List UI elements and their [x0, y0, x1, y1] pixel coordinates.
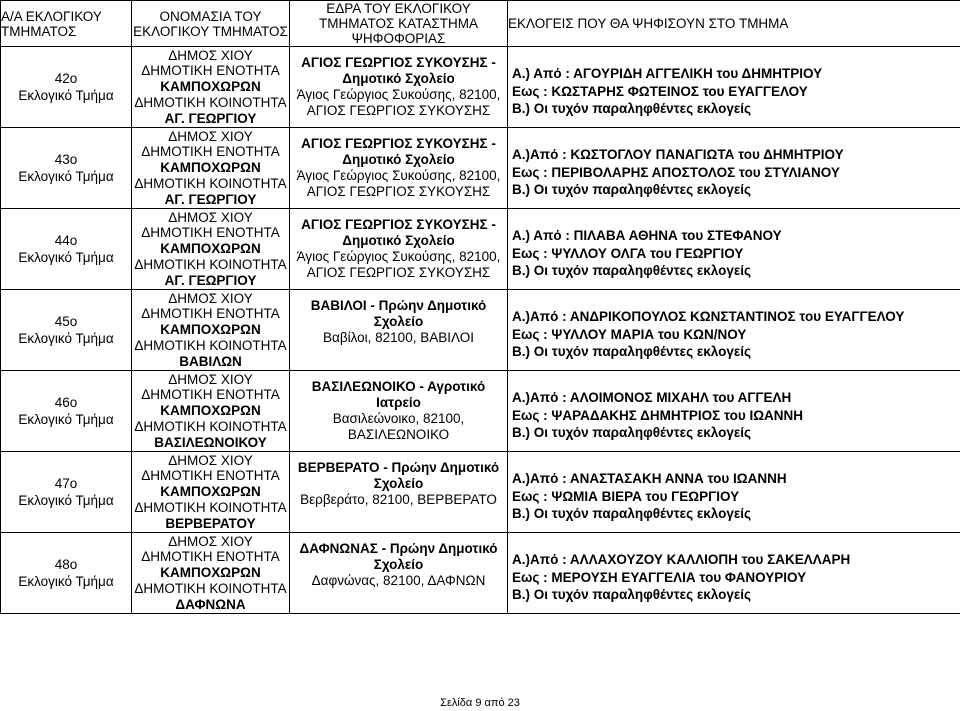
section-name-line: ΚΑΜΠΟΧΩΡΩΝ [160, 241, 261, 257]
voters-cell [508, 128, 960, 209]
section-name-line: ΒΕΡΒΕΡΑΤΟΥ [165, 515, 256, 531]
section-name-line: ΒΑΒΙΛΩΝ [179, 353, 242, 369]
section-label: Εκλογικό Τμήμα [18, 412, 114, 427]
venue-address-line: Βασιλεώνοικο, 82100, [332, 411, 465, 426]
voters-line: Β.) Οι τυχόν παραληφθέντες εκλογείς [512, 425, 752, 440]
venue-title-line: Δημοτικό Σχολείο [342, 152, 455, 167]
polling-venue-cell [290, 371, 508, 452]
voters-line: Α.)Από : ΑΛΛΑΧΟΥΖΟΥ ΚΑΛΛΙΟΠΗ του ΣΑΚΕΛΛΑΡΗ [512, 552, 851, 567]
section-name-line: ΚΑΜΠΟΧΩΡΩΝ [160, 160, 261, 176]
section-name-line: ΔΗΜΟΤΙΚΗ ΕΝΟΤΗΤΑ [141, 549, 280, 565]
voters-line: Β.) Οι τυχόν παραληφθέντες εκλογείς [512, 263, 752, 278]
venue-address-line: ΑΓΙΟΣ ΓΕΩΡΓΙΟΣ ΣΥΚΟΥΣΗΣ [306, 103, 491, 118]
venue-address-line: Άγιος Γεώργιος Συκούσης, 82100, [296, 249, 501, 264]
voters-line: Β.) Οι τυχόν παραληφθέντες εκλογείς [512, 506, 752, 521]
section-name-cell [132, 371, 290, 452]
section-name-line: ΔΗΜΟΤΙΚΗ ΚΟΙΝΟΤΗΤΑ [134, 580, 287, 596]
section-name-line: ΔΗΜΟΤΙΚΗ ΕΝΟΤΗΤΑ [141, 225, 280, 241]
section-name-line: ΒΑΣΙΛΕΩΝΟΙΚΟΥ [154, 434, 267, 450]
voters-line: Α.) Από : ΠΙΛΑΒΑ ΑΘΗΝΑ του ΣΤΕΦΑΝΟΥ [512, 228, 782, 243]
venue-title-line: Σχολείο [373, 476, 424, 491]
header-section-name: ΟΝΟΜΑΣΙΑ ΤΟΥ ΕΚΛΟΓΙΚΟΥ ΤΜΗΜΑΤΟΣ [132, 1, 290, 47]
polling-venue-cell [290, 452, 508, 533]
table-row [1, 533, 960, 614]
voters-line: Εως : ΚΩΣΤΑΡΗΣ ΦΩΤΕΙΝΟΣ του ΕΥΑΓΓΕΛΟΥ [512, 83, 808, 99]
venue-title-line: ΔΑΦΝΩΝΑΣ - Πρώην Δημοτικό [299, 541, 498, 556]
section-name-cell [132, 47, 290, 128]
section-number: 47ο [54, 476, 78, 491]
section-name-cell [132, 209, 290, 290]
venue-address-line: Δαφνώνας, 82100, ΔΑΦΝΩΝ [311, 573, 486, 588]
section-name-line: ΔΗΜΟΣ ΧΙΟΥ [168, 371, 253, 387]
voters-cell [508, 290, 960, 371]
section-name-line: ΔΗΜΟΣ ΧΙΟΥ [168, 128, 253, 144]
polling-venue-cell [290, 290, 508, 371]
section-name-line: ΔΗΜΟΤΙΚΗ ΚΟΙΝΟΤΗΤΑ [134, 499, 287, 515]
venue-title-line: Σχολείο [373, 314, 424, 329]
section-name-cell [132, 128, 290, 209]
section-name-line: ΚΑΜΠΟΧΩΡΩΝ [160, 565, 261, 581]
section-number-cell [1, 533, 132, 614]
section-name-line: ΑΓ. ΓΕΩΡΓΙΟΥ [164, 272, 257, 288]
section-number-cell [1, 371, 132, 452]
voters-line: Εως : ΠΕΡΙΒΟΛΑΡΗΣ ΑΠΟΣΤΟΛΟΣ του ΣΤΥΛΙΑΝΟΥ [512, 164, 840, 180]
section-name-line: ΔΗΜΟΤΙΚΗ ΚΟΙΝΟΤΗΤΑ [134, 418, 287, 434]
venue-address-line: Βερβεράτο, 82100, ΒΕΡΒΕΡΑΤΟ [300, 492, 497, 507]
section-name-line: ΔΗΜΟΤΙΚΗ ΚΟΙΝΟΤΗΤΑ [134, 175, 287, 191]
section-label: Εκλογικό Τμήμα [18, 493, 114, 508]
voters-line: Α.)Από : ΑΛΟΙΜΟΝΟΣ ΜΙΧΑΗΛ του ΑΓΓΕΛΗ [512, 390, 792, 405]
polling-venue-cell [290, 533, 508, 614]
section-name-line: ΔΗΜΟΣ ΧΙΟΥ [168, 47, 253, 63]
section-number-cell [1, 128, 132, 209]
venue-title-line: Δημοτικό Σχολείο [342, 71, 455, 86]
venue-address-line: Άγιος Γεώργιος Συκούσης, 82100, [296, 87, 501, 102]
venue-title-line: ΑΓΙΟΣ ΓΕΩΡΓΙΟΣ ΣΥΚΟΥΣΗΣ - [301, 55, 496, 70]
section-name-line: ΚΑΜΠΟΧΩΡΩΝ [160, 322, 261, 338]
voters-line: Α.)Από : ΑΝΑΣΤΑΣΑΚΗ ΑΝΝΑ του ΙΩΑΝΝΗ [512, 471, 787, 486]
section-name-line: ΚΑΜΠΟΧΩΡΩΝ [160, 484, 261, 500]
section-name-cell [132, 533, 290, 614]
table-row [1, 452, 960, 533]
voters-cell [508, 47, 960, 128]
venue-address-line: Βαβίλοι, 82100, ΒΑΒΙΛΟΙ [323, 330, 474, 345]
voters-cell [508, 371, 960, 452]
venue-address-line: ΑΓΙΟΣ ΓΕΩΡΓΙΟΣ ΣΥΚΟΥΣΗΣ [306, 265, 491, 280]
section-name-line: ΔΗΜΟΤΙΚΗ ΚΟΙΝΟΤΗΤΑ [134, 94, 287, 110]
header-section-number: Α/Α ΕΚΛΟΓΙΚΟΥ ΤΜΗΜΑΤΟΣ [1, 1, 132, 47]
venue-address-line: ΑΓΙΟΣ ΓΕΩΡΓΙΟΣ ΣΥΚΟΥΣΗΣ [306, 184, 491, 199]
polling-venue-cell [290, 47, 508, 128]
section-name-line: ΔΗΜΟΤΙΚΗ ΕΝΟΤΗΤΑ [141, 144, 280, 160]
section-name-cell [132, 290, 290, 371]
venue-address-line: ΒΑΣΙΛΕΩΝΟΙΚΟ [347, 427, 450, 442]
section-number-cell [1, 452, 132, 533]
polling-venue-cell [290, 128, 508, 209]
section-number-cell [1, 209, 132, 290]
section-name-line: ΔΑΦΝΩΝΑ [175, 596, 246, 612]
section-name-cell [132, 452, 290, 533]
section-label: Εκλογικό Τμήμα [18, 250, 114, 265]
section-name-line: ΔΗΜΟΤΙΚΗ ΚΟΙΝΟΤΗΤΑ [134, 337, 287, 353]
venue-title-line: ΑΓΙΟΣ ΓΕΩΡΓΙΟΣ ΣΥΚΟΥΣΗΣ - [301, 217, 496, 232]
venue-title-line: Ιατρείο [376, 395, 421, 410]
header-polling-venue: ΕΔΡΑ ΤΟΥ ΕΚΛΟΓΙΚΟΥ ΤΜΗΜΑΤΟΣ ΚΑΤΑΣΤΗΜΑ ΨΗΦΟΦΟΡΙΑΣ [290, 1, 508, 47]
voters-line: Α.)Από : ΑΝΔΡΙΚΟΠΟΥΛΟΣ ΚΩΝΣΤΑΝΤΙΝΟΣ του ΕΥΑΓΓΕΛΟΥ [512, 309, 905, 324]
section-name-line: ΑΓ. ΓΕΩΡΓΙΟΥ [164, 110, 257, 126]
voters-line: Εως : ΨΥΛΛΟΥ ΟΛΓΑ του ΓΕΩΡΓΙΟΥ [512, 245, 744, 261]
venue-title-line: Σχολείο [373, 557, 424, 572]
voters-line: Β.) Οι τυχόν παραληφθέντες εκλογείς [512, 101, 752, 116]
table-row [1, 371, 960, 452]
section-name-line: ΑΓ. ΓΕΩΡΓΙΟΥ [164, 191, 257, 207]
section-number-cell [1, 47, 132, 128]
venue-title-line: ΒΑΒΙΛΟΙ - Πρώην Δημοτικό [310, 298, 487, 313]
section-name-line: ΚΑΜΠΟΧΩΡΩΝ [160, 79, 261, 95]
section-label: Εκλογικό Τμήμα [18, 169, 114, 184]
table-row [1, 47, 960, 128]
voters-line: Α.)Από : ΚΩΣΤΟΓΛΟΥ ΠΑΝΑΓΙΩΤΑ του ΔΗΜΗΤΡΙΟΥ [512, 147, 844, 162]
venue-address-line: Άγιος Γεώργιος Συκούσης, 82100, [296, 168, 501, 183]
voters-line: Εως : ΨΥΛΛΟΥ ΜΑΡΙΑ του ΚΩΝ/ΝΟΥ [512, 326, 747, 342]
section-name-line: ΚΑΜΠΟΧΩΡΩΝ [160, 403, 261, 419]
section-name-line: ΔΗΜΟΤΙΚΗ ΕΝΟΤΗΤΑ [141, 63, 280, 79]
voters-line: Εως : ΨΑΡΑΔΑΚΗΣ ΔΗΜΗΤΡΙΟΣ του ΙΩΑΝΝΗ [512, 407, 804, 423]
section-name-line: ΔΗΜΟΣ ΧΙΟΥ [168, 533, 253, 549]
section-number: 45ο [54, 314, 78, 329]
voters-line: Β.) Οι τυχόν παραληφθέντες εκλογείς [512, 344, 752, 359]
voters-cell [508, 533, 960, 614]
section-label: Εκλογικό Τμήμα [18, 574, 114, 589]
voters-cell [508, 452, 960, 533]
voters-line: Β.) Οι τυχόν παραληφθέντες εκλογείς [512, 182, 752, 197]
venue-title-line: ΒΕΡΒΕΡΑΤΟ - Πρώην Δημοτικό [297, 460, 500, 475]
venue-title-line: ΑΓΙΟΣ ΓΕΩΡΓΙΟΣ ΣΥΚΟΥΣΗΣ - [301, 136, 496, 151]
table-row [1, 209, 960, 290]
section-number: 48ο [54, 557, 78, 572]
polling-venue-cell [290, 209, 508, 290]
venue-title-line: Δημοτικό Σχολείο [342, 233, 455, 248]
section-number-cell [1, 290, 132, 371]
voters-line: Β.) Οι τυχόν παραληφθέντες εκλογείς [512, 587, 752, 602]
page-footer: Σελίδα 9 από 23 [440, 697, 520, 709]
section-name-line: ΔΗΜΟΤΙΚΗ ΕΝΟΤΗΤΑ [141, 468, 280, 484]
section-name-line: ΔΗΜΟΣ ΧΙΟΥ [168, 452, 253, 468]
voters-line: Α.) Από : ΑΓΟΥΡΙΔΗ ΑΓΓΕΛΙΚΗ του ΔΗΜΗΤΡΙΟΥ [512, 66, 823, 81]
voters-line: Εως : ΜΕΡΟΥΣΗ ΕΥΑΓΓΕΛΙΑ του ΦΑΝΟΥΡΙΟΥ [512, 569, 807, 585]
table-header-row [1, 1, 960, 47]
voters-line: Εως : ΨΩΜΙΑ ΒΙΕΡΑ του ΓΕΩΡΓΙΟΥ [512, 488, 740, 504]
venue-title-line: ΒΑΣΙΛΕΩΝΟΙΚΟ - Αγροτικό [311, 379, 486, 394]
table-row [1, 128, 960, 209]
section-name-line: ΔΗΜΟΤΙΚΗ ΕΝΟΤΗΤΑ [141, 387, 280, 403]
table-row [1, 290, 960, 371]
section-label: Εκλογικό Τμήμα [18, 88, 114, 103]
section-name-line: ΔΗΜΟΤΙΚΗ ΚΟΙΝΟΤΗΤΑ [134, 256, 287, 272]
section-number: 44ο [54, 233, 78, 248]
section-number: 46ο [54, 395, 78, 410]
voters-cell [508, 209, 960, 290]
header-voters: ΕΚΛΟΓΕΙΣ ΠΟΥ ΘΑ ΨΗΦΙΣΟΥΝ ΣΤΟ ΤΜΗΜΑ [508, 1, 960, 47]
section-label: Εκλογικό Τμήμα [18, 331, 114, 346]
section-name-line: ΔΗΜΟΣ ΧΙΟΥ [168, 290, 253, 306]
section-name-line: ΔΗΜΟΤΙΚΗ ΕΝΟΤΗΤΑ [141, 306, 280, 322]
section-name-line: ΔΗΜΟΣ ΧΙΟΥ [168, 209, 253, 225]
section-number: 42ο [54, 71, 78, 86]
section-number: 43ο [54, 152, 78, 167]
